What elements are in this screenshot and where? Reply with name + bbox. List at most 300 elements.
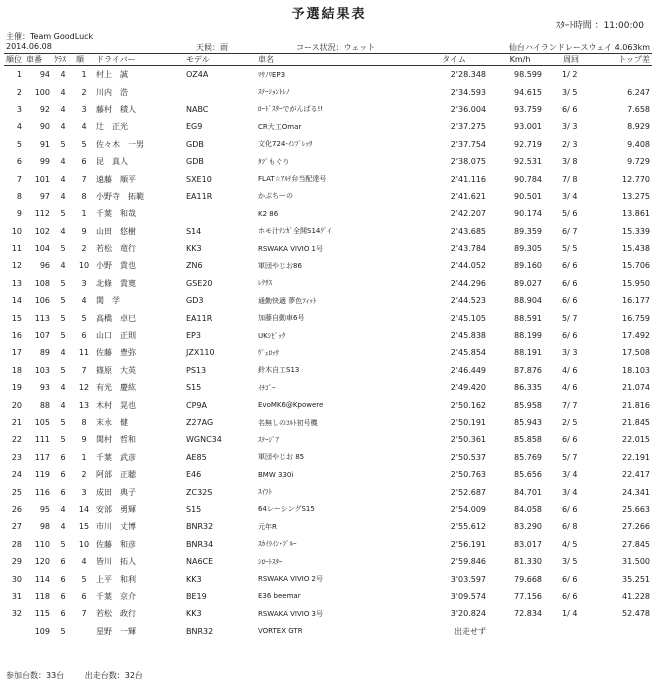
cell-class-rank: 1	[81, 209, 87, 219]
cell-car-name: 64レーシングS15	[258, 505, 315, 514]
cell-class: 6	[60, 591, 66, 601]
cell-driver: 若松 政行	[96, 609, 136, 619]
cell-class: 5	[60, 313, 66, 323]
cell-gap: 6.247	[627, 87, 650, 97]
cell-class-rank: 2	[81, 244, 87, 254]
cell-laps: 5/ 5	[562, 244, 578, 254]
venue: 仙台ハイランドレースウェイ 4.063km	[508, 43, 650, 52]
cell-speed: 92.531	[514, 157, 542, 167]
cell-laps: 6/ 6	[562, 104, 578, 114]
cell-time: 出走せず	[454, 626, 486, 636]
cell-class-rank: 10	[78, 539, 90, 549]
cell-car-name: ﾀﾌﾞもぐり	[258, 157, 290, 166]
table-row	[4, 309, 652, 326]
cell-car-number: 103	[34, 365, 50, 375]
cell-model: GDB	[186, 157, 204, 167]
cell-gap: 27.845	[622, 539, 650, 549]
cell-pos: 11	[11, 244, 22, 254]
cell-laps: 6/ 7	[562, 226, 578, 236]
cell-speed	[492, 623, 548, 640]
table-row	[4, 275, 652, 292]
start-time: ｽﾀｰﾄ時間 ：11:00:00	[555, 21, 644, 31]
cell-car-name: ｲﾁｺﾞｰ	[258, 383, 276, 392]
cell-driver: 遠藤 順平	[96, 174, 136, 184]
cell-car-name: RSWAKA VIVIO 3号	[258, 609, 324, 618]
cell-pos: 5	[16, 139, 22, 149]
cell-class-rank: 4	[81, 122, 87, 132]
table-row	[4, 66, 652, 84]
cell-speed: 92.719	[514, 139, 542, 149]
table-row	[4, 223, 652, 240]
cell-speed: 85.656	[514, 470, 542, 480]
cell-class: 4	[60, 174, 66, 184]
table-row	[4, 570, 652, 587]
cell-gap: 22.191	[622, 452, 650, 462]
cell-pos: 14	[11, 296, 22, 306]
col-header-car: 車名	[256, 54, 416, 66]
cell-laps: 1/ 2	[562, 70, 578, 80]
cell-driver: 有光 慶紘	[96, 383, 136, 393]
cell-gap: 31.500	[622, 557, 650, 567]
cell-driver: 川内 浩	[96, 87, 128, 97]
cell-pos: 18	[11, 365, 22, 375]
cell-laps: 4/ 6	[562, 383, 578, 393]
cell-class-rank: 2	[81, 470, 87, 480]
cell-pos: 15	[11, 313, 22, 323]
cell-laps: 6/ 6	[562, 591, 578, 601]
cell-gap: 7.658	[627, 104, 650, 114]
cell-pos: 24	[11, 470, 22, 480]
cell-model: KK3	[186, 609, 202, 619]
cell-driver: 関村 哲和	[96, 435, 136, 445]
cell-class: 6	[60, 470, 66, 480]
cell-pos: 13	[11, 278, 22, 288]
table-row	[4, 396, 652, 413]
cell-time: 2'50.763	[450, 470, 486, 480]
cell-gap: 21.074	[622, 383, 650, 393]
cell-time: 2'52.687	[450, 487, 486, 497]
table-row	[4, 170, 652, 187]
cell-speed: 89.160	[514, 261, 542, 271]
cell-gap: 27.266	[622, 522, 650, 532]
cell-gap: 52.478	[622, 609, 650, 619]
cell-model: E46	[186, 470, 202, 480]
cell-class-rank: 2	[81, 87, 87, 97]
cell-gap: 35.251	[622, 574, 650, 584]
table-row	[4, 344, 652, 361]
table-row	[4, 379, 652, 396]
cell-model: KK3	[186, 244, 202, 254]
cell-car-name: かぷちーの	[258, 192, 293, 201]
cell-laps: 3/ 4	[562, 487, 578, 497]
col-header-time: タイム	[416, 54, 492, 66]
cell-gap: 16.759	[622, 313, 650, 323]
cell-time: 2'45.854	[450, 348, 486, 358]
cell-pos: 4	[16, 122, 22, 132]
cell-gap: 8.929	[627, 122, 650, 132]
table-row	[4, 501, 652, 518]
cell-class: 4	[60, 522, 66, 532]
cell-driver: 北條 貴寛	[96, 278, 136, 288]
cell-car-number: 91	[39, 139, 50, 149]
cell-driver: 佐藤 和彦	[96, 539, 136, 549]
cell-gap: 25.663	[622, 504, 650, 514]
cell-class-rank: 6	[81, 591, 87, 601]
cell-car-number: 94	[39, 70, 50, 80]
cell-time: 2'28.348	[450, 70, 486, 80]
cell-model: GDB	[186, 139, 204, 149]
cell-class: 4	[60, 400, 66, 410]
cell-time: 2'45.838	[450, 331, 486, 341]
cell-speed: 89.027	[514, 278, 542, 288]
cell-class: 5	[60, 418, 66, 427]
cell-class-rank: 5	[81, 313, 87, 323]
cell-class: 4	[60, 122, 66, 132]
cell-pos: 19	[11, 383, 22, 393]
cell-pos: 10	[11, 226, 22, 236]
cell-gap: 21.816	[622, 400, 650, 410]
cell-speed: 83.017	[514, 539, 542, 549]
cell-pos: 20	[11, 400, 22, 410]
cell-speed: 89.359	[514, 226, 542, 236]
cell-time: 2'43.784	[450, 244, 486, 254]
cell-model: EA11R	[186, 191, 213, 201]
cell-class: 4	[60, 348, 66, 358]
col-header-class: ｸﾗｽ	[52, 54, 74, 66]
cell-car-number: 93	[39, 383, 50, 393]
cell-time: 2'43.685	[450, 226, 486, 236]
cell-class-rank: 8	[81, 418, 87, 427]
entries-count: 参加台数：33台	[6, 671, 65, 680]
table-row	[4, 466, 652, 483]
cell-car-name: K2 86	[258, 209, 279, 218]
cell-model: S15	[186, 504, 202, 514]
weather: 天候：雨	[196, 43, 228, 52]
cell-laps: 5/ 7	[562, 452, 578, 462]
cell-gap: 13.861	[622, 209, 650, 219]
cell-speed: 94.615	[514, 87, 542, 97]
cell-car-name: ｳﾞｪﾛｯｻ	[258, 348, 279, 357]
cell-class-rank: 7	[81, 365, 87, 375]
cell-class-rank: 6	[81, 331, 87, 341]
cell-driver: 千葉 京介	[96, 591, 136, 601]
cell-speed: 88.904	[514, 296, 542, 306]
cell-time: 2'55.612	[450, 522, 486, 532]
cell-driver: 木村 晃也	[96, 400, 136, 410]
cell-car-name: UKｼﾋﾞｯｸ	[258, 331, 286, 340]
cell-car-number: 104	[34, 244, 50, 254]
cell-time: 2'45.105	[450, 313, 486, 323]
cell-driver: 山田 悠樹	[96, 226, 136, 236]
cell-car-number: 119	[34, 470, 50, 480]
cell-model: EG9	[186, 122, 203, 132]
cell-laps: 2/ 5	[562, 418, 578, 427]
cell-pos: 31	[11, 591, 22, 601]
table-row	[4, 240, 652, 257]
cell-model: NA6CE	[186, 557, 214, 567]
cell-speed: 93.759	[514, 104, 542, 114]
cell-class-rank: 6	[81, 157, 87, 167]
cell-speed: 85.958	[514, 400, 542, 410]
cell-model: BE19	[186, 591, 207, 601]
table-row	[4, 362, 652, 379]
cell-pos: 32	[11, 609, 22, 619]
cell-speed: 90.784	[514, 174, 542, 184]
table-row	[4, 536, 652, 553]
cell-laps: 6/ 6	[562, 278, 578, 288]
cell-car-name: ｽﾃｰｼｮﾝﾄﾚﾉ	[258, 88, 290, 97]
cell-class: 4	[60, 191, 66, 201]
cell-car-number: 105	[34, 418, 50, 427]
cell-car-name: VORTEX GTR	[258, 627, 303, 636]
cell-time: 2'46.449	[450, 365, 486, 375]
cell-laps: 6/ 8	[562, 522, 578, 532]
col-header-gap: トップ差	[594, 54, 652, 66]
cell-driver: 辻 正光	[96, 122, 128, 132]
cell-model: OZ4A	[186, 70, 209, 80]
cell-gap	[594, 623, 652, 640]
cell-laps: 6/ 6	[562, 296, 578, 306]
cell-pos: 17	[11, 348, 22, 358]
col-header-no: 車番	[24, 54, 52, 66]
cell-laps: 3/ 3	[562, 122, 578, 132]
cell-car-number: 109	[34, 626, 50, 636]
cell-car-name: ｽﾃｰｼﾞｱ	[258, 435, 279, 444]
cell-class-rank: 3	[81, 487, 87, 497]
footer	[6, 670, 161, 681]
cell-time: 2'44.052	[450, 261, 486, 271]
cell-time: 2'56.191	[450, 539, 486, 549]
cell-car-number: 116	[34, 487, 50, 497]
cell-car-name: CR大工Omar	[258, 122, 302, 131]
cell-model: ZN6	[186, 261, 203, 271]
cell-pos: 3	[16, 104, 22, 114]
cell-model	[184, 83, 256, 100]
cell-gap: 15.706	[622, 261, 650, 271]
results-table	[4, 53, 652, 640]
cell-car-name: ホモ汁ﾃﾝｶﾞ全開S14ｸﾞｲ	[258, 227, 331, 236]
cell-gap: 17.508	[622, 348, 650, 358]
cell-speed: 79.668	[514, 574, 542, 584]
cell-time: 2'50.162	[450, 400, 486, 410]
cell-speed: 93.001	[514, 122, 542, 132]
table-row	[4, 101, 652, 118]
cell-time: 2'44.523	[450, 296, 486, 306]
cell-driver: 安部 勇輝	[96, 504, 136, 514]
cell-car-number: 111	[34, 435, 50, 445]
cell-driver: 藤村 積人	[96, 104, 136, 114]
cell-class: 4	[60, 87, 66, 97]
col-header-driver: ドライバー	[94, 54, 184, 66]
cell-pos: 30	[11, 574, 22, 584]
cell-class: 6	[60, 487, 66, 497]
cell-driver: 佐々木 一男	[96, 139, 144, 149]
cell-laps: 5/ 6	[562, 209, 578, 219]
cell-class-rank: 3	[81, 104, 87, 114]
cell-time: 2'50.537	[450, 452, 486, 462]
cell-class: 4	[60, 104, 66, 114]
cell-driver: 末永 健	[96, 418, 128, 427]
cell-gap: 21.845	[622, 418, 650, 427]
cell-model: SXE10	[186, 174, 212, 184]
cell-speed: 77.156	[514, 591, 542, 601]
cell-car-name: 加藤自動車6号	[258, 314, 305, 323]
cell-class-rank: 9	[81, 226, 87, 236]
cell-speed: 72.834	[514, 609, 542, 619]
table-row	[4, 205, 652, 222]
page-title: 予選結果表	[291, 7, 367, 22]
cell-driver: 山口 正則	[96, 331, 136, 341]
cell-model: Z27AG	[186, 418, 214, 427]
cell-car-name: ｼﾛｰﾄｽﾀｰ	[258, 557, 283, 566]
cell-laps: 3/ 4	[562, 470, 578, 480]
cell-class-rank	[74, 623, 94, 640]
cell-pos: 1	[16, 70, 22, 80]
table-row	[4, 257, 652, 274]
cell-laps: 1/ 4	[562, 609, 578, 619]
cell-car-name: RSWAKA VIVIO 1号	[258, 244, 324, 253]
cell-class: 5	[60, 296, 66, 306]
cell-car-number: 96	[39, 261, 50, 271]
cell-model: PS13	[186, 365, 207, 375]
cell-class: 4	[60, 504, 66, 514]
cell-driver: 高橋 卓巳	[96, 313, 136, 323]
table-row	[4, 623, 652, 640]
organizer: 主催：Team GoodLuck	[6, 32, 94, 41]
cell-class-rank: 3	[81, 278, 87, 288]
cell-gap: 9.729	[627, 157, 650, 167]
table-row	[4, 431, 652, 448]
cell-car-number: 108	[34, 278, 50, 288]
cell-model: KK3	[186, 574, 202, 584]
col-header-speed: Km/h	[492, 54, 548, 66]
cell-time: 3'09.574	[450, 591, 486, 601]
col-header-pos: 順位	[6, 55, 22, 64]
table-row	[4, 136, 652, 153]
cell-class-rank: 10	[78, 261, 90, 271]
cell-model: GSE20	[186, 278, 213, 288]
cell-class: 5	[60, 365, 66, 375]
cell-time: 2'42.207	[450, 209, 486, 219]
cell-speed: 88.199	[514, 331, 542, 341]
cell-class: 6	[60, 452, 66, 462]
cell-model: ZC32S	[186, 487, 213, 497]
cell-speed: 83.290	[514, 522, 542, 532]
cell-time: 2'54.009	[450, 504, 486, 514]
cell-laps: 3/ 8	[562, 157, 578, 167]
table-row	[4, 83, 652, 100]
table-row	[4, 188, 652, 205]
cell-class-rank: 7	[81, 174, 87, 184]
cell-model: WGNC34	[186, 435, 222, 445]
cell-speed: 84.058	[514, 504, 542, 514]
cell-speed: 88.191	[514, 348, 542, 358]
cell-speed: 90.501	[514, 191, 542, 201]
cell-class: 5	[60, 435, 66, 445]
cell-pos: 28	[11, 539, 22, 549]
cell-class: 4	[60, 70, 66, 80]
cell-car-number: 106	[34, 296, 50, 306]
cell-class-rank: 7	[81, 609, 87, 619]
cell-model: CP9A	[186, 400, 207, 410]
cell-car-number: 118	[34, 591, 50, 601]
cell-laps: 3/ 5	[562, 87, 578, 97]
cell-car-number: 90	[39, 122, 50, 132]
cell-class: 5	[60, 139, 66, 149]
cell-time: 2'50.191	[450, 418, 486, 427]
cell-model: EA11R	[186, 313, 213, 323]
cell-speed: 87.876	[514, 365, 542, 375]
cell-car-name: ﾛｰﾄﾞｽﾀｰでがんばる!!	[258, 105, 324, 114]
cell-speed: 81.330	[514, 557, 542, 567]
cell-car-number: 97	[39, 191, 50, 201]
cell-time: 2'59.846	[450, 557, 486, 567]
cell-car-number: 120	[34, 557, 50, 567]
event-date: 2014.06.08	[6, 42, 52, 51]
cell-car-name: 軍団やじお86	[258, 261, 302, 270]
cell-laps: 3/ 4	[562, 191, 578, 201]
cell-car-name: BMW 330i	[258, 470, 294, 479]
cell-pos: 16	[11, 331, 22, 341]
col-header-laps: 周回	[548, 54, 594, 66]
cell-time: 3'03.597	[450, 574, 486, 584]
cell-class-rank: 4	[81, 557, 87, 567]
cell-class: 5	[60, 244, 66, 254]
cell-time: 2'49.420	[450, 383, 486, 393]
cell-speed: 84.701	[514, 487, 542, 497]
cell-driver: 若松 竜行	[96, 244, 136, 254]
cell-time: 2'37.275	[450, 122, 486, 132]
cell-class: 5	[60, 278, 66, 288]
cell-class-rank: 5	[81, 139, 87, 149]
cell-class: 4	[60, 157, 66, 167]
cell-class: 6	[60, 557, 66, 567]
cell-driver: 成田 典子	[96, 487, 136, 497]
cell-pos: 7	[16, 174, 22, 184]
cell-laps: 6/ 6	[562, 574, 578, 584]
cell-time: 2'41.621	[450, 191, 486, 201]
cell-class: 5	[60, 626, 66, 636]
table-row	[4, 153, 652, 170]
table-row	[4, 292, 652, 309]
cell-time: 2'37.754	[450, 139, 486, 149]
cell-car-name: ｽｶｲﾗｲﾝ･ﾌﾞﾙｰ	[258, 540, 297, 549]
cell-car-name: ｽｲﾌﾄ	[258, 488, 272, 497]
cell-car-name: 軍団やじお 85	[258, 453, 305, 462]
cell-laps: 6/ 6	[562, 504, 578, 514]
cell-car-number: 112	[34, 209, 50, 219]
cell-model: S15	[186, 383, 202, 393]
cell-driver: 関 学	[96, 296, 120, 306]
cell-driver: 阿部 正聴	[96, 470, 136, 480]
cell-class-rank: 12	[78, 383, 90, 393]
cell-laps: 3/ 3	[562, 348, 578, 358]
cell-speed: 85.769	[514, 452, 542, 462]
cell-model: GD3	[186, 296, 204, 306]
cell-speed: 89.305	[514, 244, 542, 254]
col-header-model: モデル	[184, 54, 256, 66]
cell-driver: 千葉 武彦	[96, 452, 136, 462]
cell-car-name: ﾏｻﾉﾘEP3	[258, 70, 286, 79]
cell-speed: 98.599	[514, 70, 542, 80]
cell-car-number: 107	[34, 331, 50, 341]
cell-laps: 5/ 7	[562, 313, 578, 323]
cell-driver: 上平 和利	[96, 574, 136, 584]
cell-class: 4	[60, 261, 66, 271]
cell-car-name: RSWAKA VIVIO 2号	[258, 575, 324, 584]
course-status: コース状況：ウェット	[296, 43, 376, 52]
cell-class: 5	[60, 331, 66, 341]
